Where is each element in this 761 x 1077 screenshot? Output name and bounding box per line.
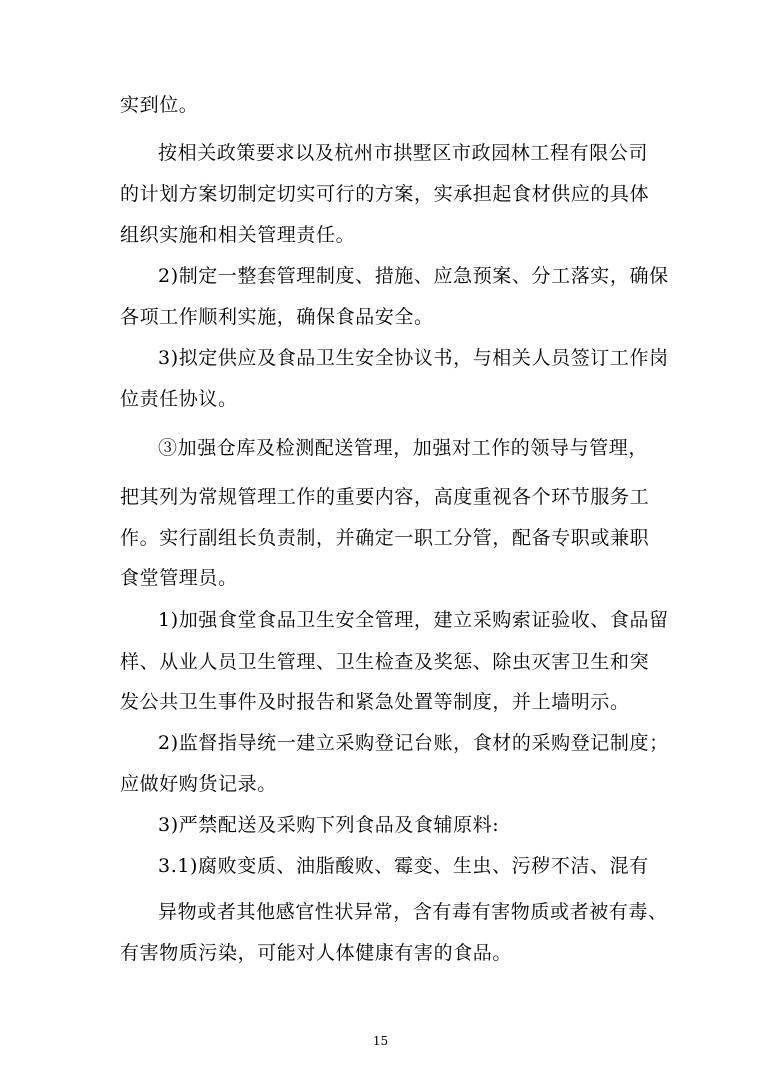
text-line: 实到位。 bbox=[120, 94, 199, 116]
text-line: 组织实施和相关管理责任。 bbox=[120, 224, 356, 246]
text-line: 异物或者其他感官性状异常，含有毒有害物质或者被有毒、 bbox=[158, 901, 668, 923]
text-line: 3)拟定供应及食品卫生安全协议书，与相关人员签订工作岗 bbox=[158, 347, 669, 369]
text-line: 食堂管理员。 bbox=[120, 567, 238, 589]
text-line: 有害物质污染，可能对人体健康有害的食品。 bbox=[120, 942, 513, 964]
text-line: 3)严禁配送及采购下列食品及食辅原料: bbox=[158, 814, 500, 836]
text-line: 发公共卫生事件及时报告和紧急处置等制度，并上墙明示。 bbox=[120, 691, 630, 713]
text-line: 2)制定一整套管理制度、措施、应急预案、分工落实，确保 bbox=[158, 265, 669, 287]
text-line: 各项工作顺利实施，确保食品安全。 bbox=[120, 306, 434, 328]
text-line: 2)监督指导统一建立采购登记台账，食材的采购登记制度； bbox=[158, 732, 669, 754]
text-line: 应做好购货记录。 bbox=[120, 773, 277, 795]
text-line: 1)加强食堂食品卫生安全管理，建立采购索证验收、食品留 bbox=[158, 609, 669, 631]
text-line: 样、从业人员卫生管理、卫生检查及奖惩、除虫灭害卫生和突 bbox=[120, 651, 650, 673]
page-number: 15 bbox=[372, 1034, 389, 1048]
text-line: ③加强仓库及检测配送管理，加强对工作的领导与管理， bbox=[158, 437, 649, 459]
text-line: 按相关政策要求以及杭州市拱墅区市政园林工程有限公司 bbox=[158, 142, 649, 164]
text-line: 位责任协议。 bbox=[120, 388, 238, 410]
text-line: 的计划方案切制定切实可行的方案，实承担起食材供应的具体 bbox=[120, 183, 650, 205]
text-line: 把其列为常规管理工作的重要内容，高度重视各个环节服务工 bbox=[120, 486, 650, 508]
text-line: 作。实行副组长负责制，并确定一职工分管，配备专职或兼职 bbox=[120, 527, 650, 549]
text-line: 3.1)腐败变质、油脂酸败、霉变、生虫、污秽不洁、混有 bbox=[158, 855, 649, 877]
